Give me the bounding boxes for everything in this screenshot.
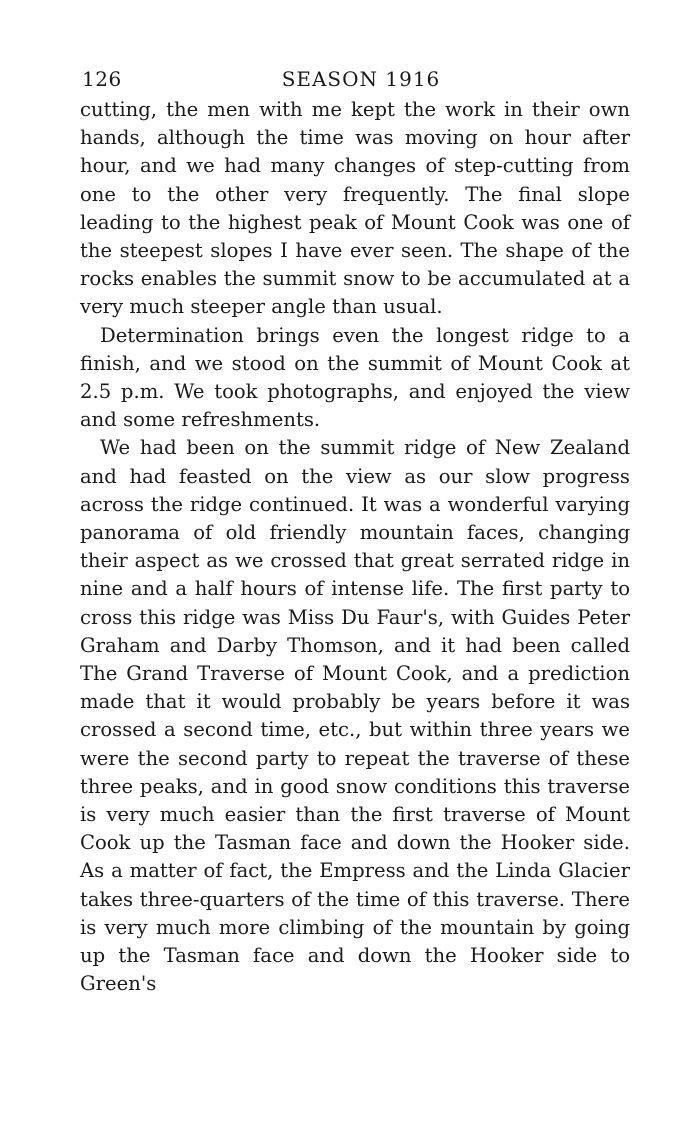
paragraph-traverse: We had been on the summit ridge of New Zealand and had feasted on the view as our slow progress across the ridge continued. It was a wonderful varying panorama of old friendly mountain faces, changing their aspect as we crossed that great serrated ridge in nine and a half hours of intense life. The first party to cross this ridge was Miss Du Faur's, with Guides Peter Graham and Darby Thomson, and it had been called The Grand Traverse of Mount Cook, and a prediction made that it would probably be years before it was crossed a second time, etc., but within three years we were the second party to repeat the traverse of these three peaks, and in good snow conditions this traverse is very much easier than the first traverse of Mount Cook up the Tasman face and down the Hooker side. As a matter of fact, the Empress and the Linda Glacier takes three-quarters of the time of this traverse. There is very much more climbing of the mountain by going up the Tasman face and down the Hooker side to Green's <box>80 436 630 996</box>
paragraph-summit: Determination brings even the longest ridge to a finish, and we stood on the summit of Mount Cook at 2.5 p.m. We took photographs, and enjoyed the view and some refreshments. <box>80 323 630 432</box>
running-head <box>80 62 630 96</box>
book-page <box>80 62 630 999</box>
running-title: SEASON 1916 <box>281 67 441 91</box>
body-text <box>80 96 630 999</box>
paragraph-continued: cutting, the men with me kept the work in their own hands, although the time was moving on hour after hour, and we had many changes of step-cutting from one to the other very frequently. The final slope leading to the highest peak of Mount Cook was one of the steepest slopes I have ever seen. The shape of the rocks enables the summit snow to be accumulated at a very much steeper angle than usual. <box>80 98 630 319</box>
page-number: 126 <box>82 67 122 91</box>
